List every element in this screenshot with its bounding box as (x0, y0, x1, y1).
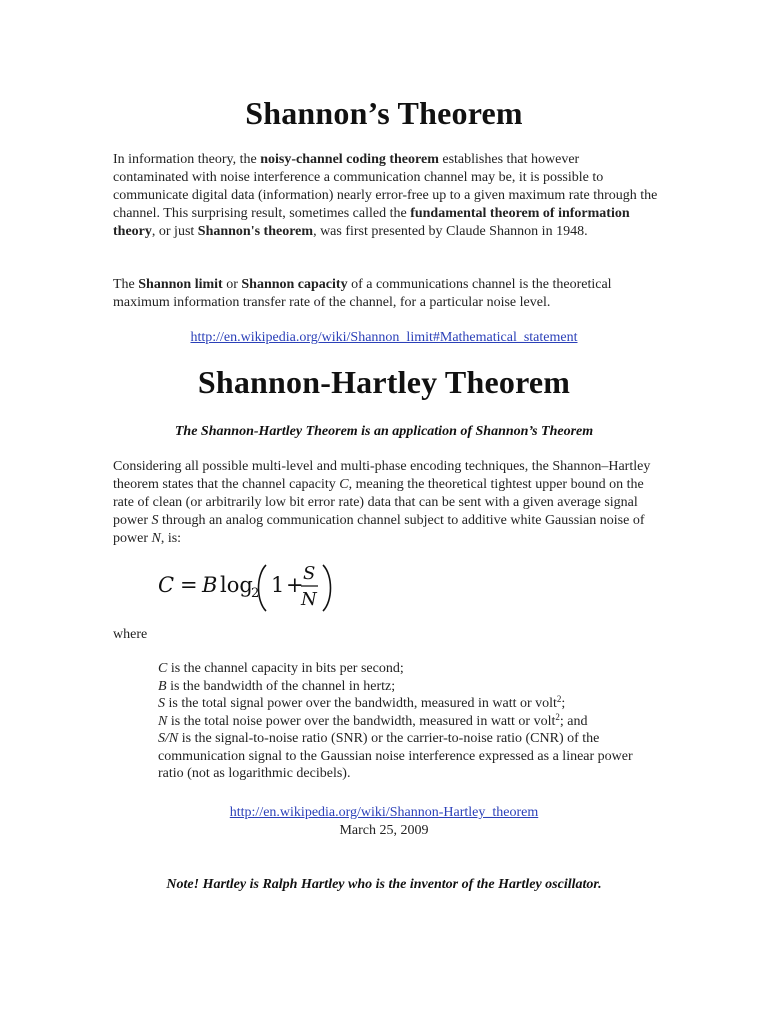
definition-item (158, 730, 648, 783)
limit-text-2: or (222, 277, 242, 292)
document-date: March 25, 2009 (339, 823, 429, 838)
definition-text: is the total signal power over the bandwidth, measured in watt or volt (165, 696, 557, 711)
intro-text-1: In information theory, the (113, 152, 261, 167)
theorem-paragraph (113, 458, 658, 548)
formula-numerator: S (303, 563, 316, 584)
definition-item (158, 660, 648, 678)
theorem-text-4: , is: (160, 531, 182, 546)
theorem-text-3: through an analog communication channel subject to additive white Gaussian noise of power (113, 513, 645, 546)
formula-right-paren (323, 565, 331, 611)
formula-denominator: N (301, 589, 317, 610)
definition-tail: ; (561, 696, 566, 711)
formula-equals: = (180, 573, 198, 597)
var-c: C (339, 477, 349, 492)
formula-c: C (158, 573, 175, 597)
definition-var: S (158, 696, 165, 711)
definition-item (158, 713, 648, 731)
intro-text-3: , or just (151, 224, 198, 239)
formula-left-paren (259, 565, 267, 611)
link-row-2 (0, 804, 768, 822)
intro-paragraph (113, 151, 658, 241)
intro-bold-3: Shannon's theorem (197, 224, 314, 239)
definition-text: is the signal-to-noise ratio (SNR) or the carrier-to-noise ratio (CNR) of the communication signal to the Gaussian noise interference expressed as a linear power ratio (not as logarithmic decibels). (158, 731, 633, 781)
where-label: where (113, 627, 148, 642)
formula-log: log (220, 573, 253, 597)
section-subtitle: The Shannon-Hartley Theorem is an application of Shannon’s Theorem (174, 424, 594, 439)
formula-subscript: 2 (251, 586, 260, 601)
limit-bold-1: Shannon limit (138, 277, 223, 292)
var-s: S (151, 513, 159, 528)
capacity-formula (158, 555, 338, 615)
var-n: N (151, 531, 161, 546)
limit-text-3: of a communications channel is the theoretical maximum information transfer rate of the channel, for a particular noise level. (113, 277, 612, 310)
limit-bold-2: Shannon capacity (241, 277, 348, 292)
limit-text-1: The (113, 277, 139, 292)
definition-var: B (158, 678, 167, 694)
definition-tail: ; and (559, 713, 588, 729)
definition-text: is the total noise power over the bandwidth, measured in watt or volt (167, 713, 556, 729)
theorem-text-1: Considering all possible multi-level and multi-phase encoding techniques, the Shannon–Hartley theorem states that the channel capacity (113, 459, 651, 492)
intro-text-4: , was first presented by Claude Shannon in 1948. (313, 224, 588, 239)
limit-paragraph (113, 276, 658, 312)
shannon-hartley-link[interactable]: http://en.wikipedia.org/wiki/Shannon-Hartley_theorem (229, 805, 539, 820)
definition-text: is the bandwidth of the channel in hertz; (166, 678, 396, 694)
definition-item (158, 695, 648, 713)
link-row-1 (0, 329, 768, 347)
intro-bold-1: noisy-channel coding theorem (260, 152, 439, 167)
page-title: Shannon’s Theorem (245, 95, 523, 131)
definition-var: S/N (158, 731, 179, 746)
definition-var: C (158, 661, 168, 676)
definition-var: N (158, 713, 168, 729)
shannon-limit-link[interactable]: http://en.wikipedia.org/wiki/Shannon_limit#Mathematical_statement (190, 330, 578, 345)
note-text: Note! Hartley is Ralph Hartley who is the inventor of the Hartley oscillator. (166, 877, 602, 892)
definition-sup: 2 (555, 711, 560, 722)
formula-one: 1 (271, 573, 285, 597)
formula-b: B (202, 573, 218, 597)
intro-bold-2: fundamental theorem of information theory (113, 206, 630, 239)
definition-sup: 2 (556, 694, 562, 704)
intro-text-2: establishes that however contaminated with noise interference a communication channel may be, it is possible to communicate digital data (information) nearly error-free up to a given maximum rate through the channel. This surprising result, sometimes called the (113, 152, 658, 221)
definitions-list (158, 660, 648, 783)
section-title: Shannon-Hartley Theorem (197, 364, 571, 400)
theorem-text-2: , meaning the theoretical tightest upper bound on the rate of clean (or arbitrarily low bit error rate) data that can be sent with a given average signal power (113, 477, 644, 528)
formula-plus: + (286, 573, 304, 597)
definition-text: is the channel capacity in bits per second; (167, 661, 404, 676)
definition-item (158, 678, 648, 696)
